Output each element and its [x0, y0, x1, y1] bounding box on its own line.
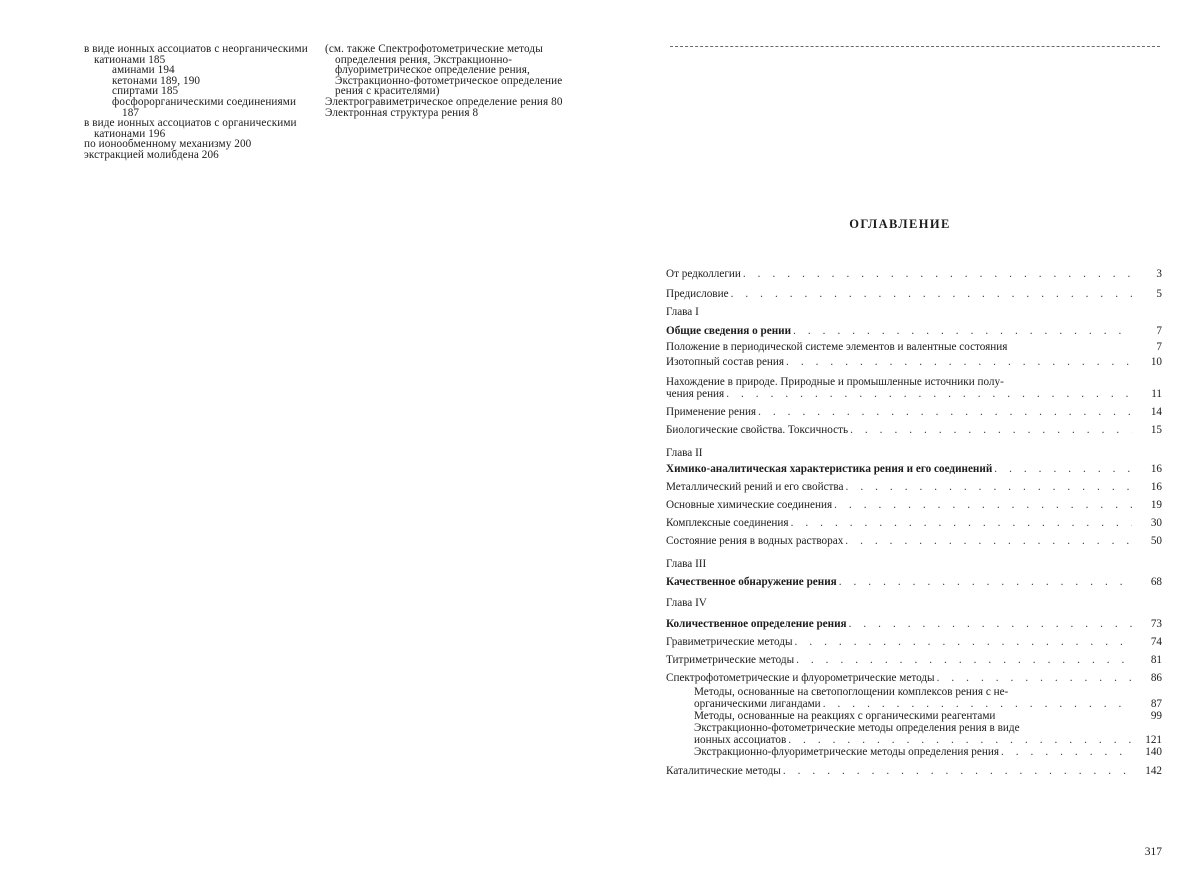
toc-entry-title: Биологические свойства. Токсичность — [666, 424, 849, 436]
toc-entry — [666, 463, 1162, 475]
toc-entry — [666, 325, 1162, 337]
toc-leader-dots — [839, 576, 1132, 588]
toc-entry-page: 16 — [1150, 463, 1162, 475]
toc-leader-dots — [743, 268, 1132, 280]
toc-entry-title: Металлический рений и его свойства — [666, 481, 844, 493]
toc-entry-title: Каталитические методы — [666, 765, 781, 777]
toc-entry-title: Изотопный состав рения — [666, 356, 785, 368]
toc-entry-title: Предисловие — [666, 288, 729, 300]
toc-entry-title: Титриметрические методы — [666, 654, 795, 666]
toc-entry-title: Гравиметрические методы — [666, 636, 793, 648]
header-rule — [670, 46, 1160, 47]
index-column-2 — [325, 44, 569, 118]
index-entry: по ионообменному механизму 200 — [84, 138, 252, 151]
toc-entry-page: 86 — [1150, 672, 1162, 684]
toc-entry-title: Положение в периодической системе элементов и валентные состояния — [666, 341, 1008, 353]
toc-entry-page: 74 — [1150, 636, 1162, 648]
toc-entry-page: 5 — [1156, 288, 1162, 300]
toc-leader-dots — [845, 535, 1132, 547]
toc-entry-wrapped — [666, 376, 1162, 400]
toc-entry-title: органическими лигандами — [694, 698, 821, 710]
index-entry: Электронная структура рения 8 — [325, 106, 479, 119]
toc-entry-page: 11 — [1151, 388, 1162, 400]
toc-entry — [666, 481, 1162, 493]
toc-entry-page: 87 — [1150, 698, 1162, 710]
toc-leader-dots — [793, 325, 1132, 337]
index-entry: аминами 194 — [112, 64, 175, 77]
toc-entry-page: 142 — [1145, 765, 1162, 777]
toc-leader-dots — [834, 499, 1132, 511]
toc-entry-page: 68 — [1150, 576, 1162, 588]
table-of-contents — [666, 268, 1162, 777]
toc-entry — [666, 672, 1162, 684]
toc-entry-page: 14 — [1150, 406, 1162, 418]
toc-leader-dots — [849, 618, 1132, 630]
toc-entry-page: 16 — [1150, 481, 1162, 493]
toc-entry — [666, 288, 1162, 300]
toc-entry — [666, 406, 1162, 418]
toc-entry-page: 50 — [1150, 535, 1162, 547]
toc-entry-title-line1: Нахождение в природе. Природные и промышленные источники полу- — [666, 376, 1004, 388]
toc-entry — [666, 356, 1162, 368]
toc-leader-dots — [788, 734, 1132, 746]
toc-entry — [694, 734, 1162, 746]
toc-entry-title: ионных ассоциатов — [694, 734, 787, 746]
toc-entry-title: чения рения — [666, 388, 725, 400]
toc-entry-title: Спектрофотометрические и флуорометрические методы — [666, 672, 935, 684]
toc-entry-title: Количественное определение рения — [666, 618, 847, 630]
toc-entry — [694, 698, 1162, 710]
toc-entry-title: Общие сведения о рении — [666, 325, 792, 337]
page-number: 317 — [1144, 846, 1162, 858]
toc-leader-dots — [937, 672, 1132, 684]
toc-leader-dots — [795, 636, 1132, 648]
toc-entry-page: 140 — [1145, 746, 1162, 758]
toc-leader-dots — [786, 356, 1132, 368]
toc-entry-title: Комплексные соединения — [666, 517, 789, 529]
toc-entry-page: 73 — [1150, 618, 1162, 630]
right-page-contents — [600, 0, 1200, 890]
toc-entry — [666, 535, 1162, 547]
index-entry: в виде ионных ассоциатов с органическими катионами 196 — [84, 117, 297, 140]
toc-entry-page: 7 — [1156, 325, 1162, 337]
toc-leader-dots — [994, 463, 1132, 475]
toc-entry-page: 30 — [1150, 517, 1162, 529]
toc-title: ОГЛАВЛЕНИЕ — [849, 217, 951, 231]
toc-leader-dots — [791, 517, 1132, 529]
toc-entry-page: 19 — [1150, 499, 1162, 511]
toc-entry-title: Качественное обнаружение рения — [666, 576, 837, 588]
toc-leader-dots — [823, 698, 1132, 710]
toc-entry — [666, 268, 1162, 280]
toc-entry — [666, 499, 1162, 511]
toc-entry — [666, 765, 1162, 777]
toc-entry-title-line1: Экстракционно-фотометрические методы определения рения в виде — [694, 722, 1020, 734]
toc-entry-page: 3 — [1156, 268, 1162, 280]
toc-entry — [666, 710, 1162, 722]
index-column-1 — [84, 44, 310, 161]
toc-leader-dots — [731, 288, 1132, 300]
toc-entry — [666, 517, 1162, 529]
toc-leader-dots — [726, 388, 1132, 400]
toc-entry-title: Методы, основанные на реакциях с органическими реагентами — [694, 710, 996, 722]
toc-leader-dots — [796, 654, 1132, 666]
toc-chapter-label: Глава III — [666, 558, 707, 570]
toc-entry — [666, 654, 1162, 666]
toc-entry-page: 121 — [1145, 734, 1162, 746]
toc-entry-title: Состояние рения в водных растворах — [666, 535, 844, 547]
toc-leader-dots — [783, 765, 1132, 777]
toc-entry — [666, 618, 1162, 630]
toc-entry — [666, 746, 1162, 758]
toc-entry-title-line1: Методы, основанные на светопоглощении комплексов рения с не- — [694, 686, 1009, 698]
index-entry: в виде ионных ассоциатов с неорганическими катионами 185 — [84, 43, 308, 66]
toc-entry — [666, 388, 1162, 400]
toc-entry-page: 99 — [1150, 710, 1162, 722]
toc-entry-page: 7 — [1156, 341, 1162, 353]
toc-chapter-label: Глава I — [666, 306, 699, 318]
toc-chapter-label: Глава IV — [666, 597, 707, 609]
toc-entry — [666, 636, 1162, 648]
toc-entry — [666, 424, 1162, 436]
index-entry: фосфорорганическими соединениями 187 — [112, 95, 297, 119]
index-entry: экстракцией молибдена 206 — [84, 148, 219, 161]
toc-leader-dots — [1001, 746, 1132, 758]
toc-entry-title: Экстракционно-флуориметрические методы определения рения — [694, 746, 999, 758]
index-entry: спиртами 185 — [112, 85, 179, 98]
toc-entry-page: 81 — [1150, 654, 1162, 666]
toc-entry-wrapped — [666, 722, 1162, 746]
toc-entry-page: 10 — [1150, 356, 1162, 368]
toc-entry-title: Химико-аналитическая характеристика рения и его соединений — [666, 463, 993, 475]
toc-leader-dots — [758, 406, 1132, 418]
index-entry: кетонами 189, 190 — [112, 74, 201, 87]
toc-entry — [666, 576, 1162, 588]
toc-leader-dots — [846, 481, 1132, 493]
toc-entry-wrapped — [666, 686, 1162, 710]
toc-entry — [666, 341, 1162, 353]
toc-leader-dots — [850, 424, 1132, 436]
toc-chapter-label: Глава II — [666, 447, 703, 459]
index-entry: (см. также Спектрофотометрические методы определения рения, Экстракционно-флуориметрическое определение рения, Экстракционно-фотометрическое определение рения с красителями) — [325, 43, 563, 98]
toc-entry-title: Основные химические соединения — [666, 499, 833, 511]
toc-entry-title: Применение рения — [666, 406, 757, 418]
toc-entry-page: 15 — [1150, 424, 1162, 436]
index-entry: Электрогравиметрическое определение рения 80 — [325, 95, 563, 108]
toc-entry-title: От редколлегии — [666, 268, 741, 280]
